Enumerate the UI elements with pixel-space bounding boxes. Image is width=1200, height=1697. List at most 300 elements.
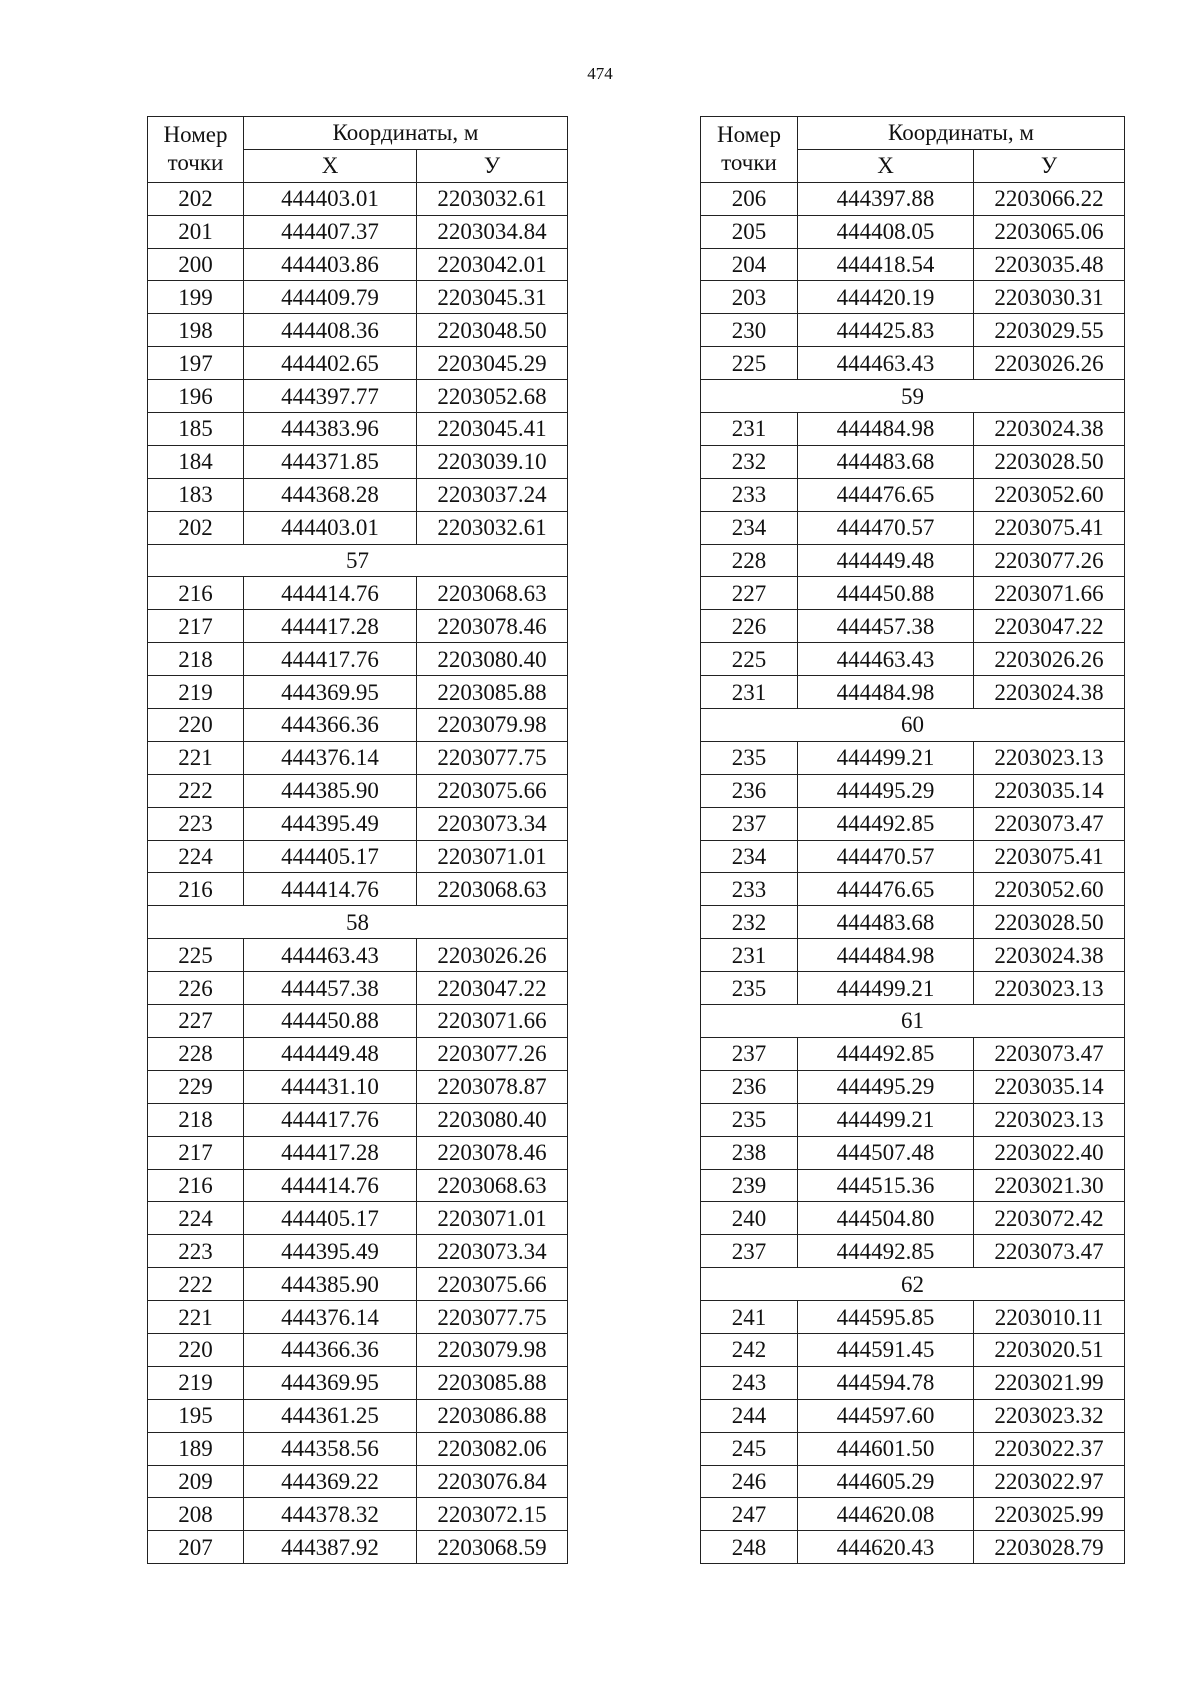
table-row <box>148 610 568 643</box>
x-coordinate-cell: 444417.76 <box>244 643 417 676</box>
table-row <box>148 1202 568 1235</box>
x-coordinate-cell: 444495.29 <box>798 1070 974 1103</box>
coordinates-header: Координаты, м <box>244 117 568 150</box>
table-row <box>701 610 1125 643</box>
y-coordinate-cell: 2203048.50 <box>417 314 568 347</box>
y-coordinate-cell: 2203071.66 <box>417 1005 568 1038</box>
table-row <box>148 1498 568 1531</box>
table-row <box>701 1399 1125 1432</box>
table-row <box>148 281 568 314</box>
table-row <box>148 182 568 215</box>
x-coordinate-cell: 444495.29 <box>798 774 974 807</box>
point-number-cell: 231 <box>701 939 798 972</box>
point-number-cell: 216 <box>148 1169 244 1202</box>
point-number-cell: 220 <box>148 709 244 742</box>
table-row <box>701 643 1125 676</box>
x-coordinate-cell: 444405.17 <box>244 840 417 873</box>
x-coordinate-cell: 444376.14 <box>244 1301 417 1334</box>
point-number-cell: 233 <box>701 873 798 906</box>
point-number-cell: 234 <box>701 840 798 873</box>
y-coordinate-cell: 2203071.01 <box>417 1202 568 1235</box>
point-number-cell: 199 <box>148 281 244 314</box>
x-coordinate-cell: 444492.85 <box>798 1037 974 1070</box>
point-number-cell: 228 <box>701 544 798 577</box>
table-header-row <box>148 117 568 150</box>
page-number: 474 <box>587 64 613 83</box>
x-coordinate-cell: 444595.85 <box>798 1301 974 1334</box>
x-coordinate-cell: 444483.68 <box>798 445 974 478</box>
y-coordinate-cell: 2203071.66 <box>974 577 1125 610</box>
y-coordinate-cell: 2203080.40 <box>417 643 568 676</box>
table-row <box>701 281 1125 314</box>
y-coordinate-cell: 2203029.55 <box>974 314 1125 347</box>
y-coordinate-cell: 2203028.50 <box>974 906 1125 939</box>
x-coordinate-cell: 444499.21 <box>798 741 974 774</box>
table-row <box>148 1037 568 1070</box>
table-row <box>701 1333 1125 1366</box>
y-coordinate-cell: 2203080.40 <box>417 1103 568 1136</box>
x-coordinate-cell: 444376.14 <box>244 741 417 774</box>
y-coordinate-cell: 2203073.47 <box>974 1235 1125 1268</box>
y-coordinate-cell: 2203026.26 <box>417 939 568 972</box>
point-number-cell: 235 <box>701 1103 798 1136</box>
y-coordinate-cell: 2203032.61 <box>417 511 568 544</box>
x-coordinate-cell: 444463.43 <box>798 347 974 380</box>
point-number-cell: 236 <box>701 1070 798 1103</box>
y-coordinate-cell: 2203052.60 <box>974 478 1125 511</box>
x-column-header: Х <box>244 149 417 182</box>
point-number-cell: 221 <box>148 741 244 774</box>
point-number-cell: 217 <box>148 610 244 643</box>
y-coordinate-cell: 2203039.10 <box>417 445 568 478</box>
table-row <box>701 1103 1125 1136</box>
x-coordinate-cell: 444417.28 <box>244 610 417 643</box>
table-row <box>701 1235 1125 1268</box>
point-number-header-line1: Номер <box>717 122 781 148</box>
table-row <box>701 741 1125 774</box>
point-number-cell: 216 <box>148 873 244 906</box>
y-coordinate-cell: 2203075.66 <box>417 1268 568 1301</box>
point-number-cell: 183 <box>148 478 244 511</box>
y-coordinate-cell: 2203077.26 <box>974 544 1125 577</box>
point-number-cell: 248 <box>701 1531 798 1564</box>
point-number-cell: 202 <box>148 511 244 544</box>
table-row <box>701 840 1125 873</box>
y-coordinate-cell: 2203010.11 <box>974 1301 1125 1334</box>
y-coordinate-cell: 2203075.41 <box>974 511 1125 544</box>
x-coordinate-cell: 444499.21 <box>798 972 974 1005</box>
point-number-header-line2: точки <box>167 150 224 176</box>
y-coordinate-cell: 2203086.88 <box>417 1399 568 1432</box>
table-row <box>701 511 1125 544</box>
table-row <box>701 215 1125 248</box>
x-coordinate-cell: 444605.29 <box>798 1465 974 1498</box>
point-number-cell: 229 <box>148 1070 244 1103</box>
x-coordinate-cell: 444405.17 <box>244 1202 417 1235</box>
table-row <box>148 445 568 478</box>
y-coordinate-cell: 2203022.40 <box>974 1136 1125 1169</box>
x-coordinate-cell: 444492.85 <box>798 807 974 840</box>
point-number-cell: 244 <box>701 1399 798 1432</box>
y-coordinate-cell: 2203034.84 <box>417 215 568 248</box>
x-coordinate-cell: 444449.48 <box>798 544 974 577</box>
point-number-cell: 227 <box>148 1005 244 1038</box>
table-row <box>701 1037 1125 1070</box>
point-number-cell: 198 <box>148 314 244 347</box>
y-coordinate-cell: 2203075.41 <box>974 840 1125 873</box>
x-coordinate-cell: 444417.76 <box>244 1103 417 1136</box>
x-coordinate-cell: 444414.76 <box>244 577 417 610</box>
table-row <box>701 1301 1125 1334</box>
point-number-cell: 222 <box>148 1268 244 1301</box>
point-number-cell: 241 <box>701 1301 798 1334</box>
table-row <box>148 478 568 511</box>
table-row <box>701 939 1125 972</box>
x-coordinate-cell: 444470.57 <box>798 840 974 873</box>
point-number-header-line2: точки <box>721 150 777 176</box>
x-coordinate-cell: 444499.21 <box>798 1103 974 1136</box>
y-coordinate-cell: 2203078.46 <box>417 1136 568 1169</box>
y-coordinate-cell: 2203032.61 <box>417 182 568 215</box>
table-row <box>701 807 1125 840</box>
y-coordinate-cell: 2203068.63 <box>417 577 568 610</box>
y-coordinate-cell: 2203026.26 <box>974 643 1125 676</box>
y-coordinate-cell: 2203022.97 <box>974 1465 1125 1498</box>
point-number-cell: 237 <box>701 1037 798 1070</box>
point-number-cell: 227 <box>701 577 798 610</box>
y-coordinate-cell: 2203035.48 <box>974 248 1125 281</box>
table-row <box>701 1136 1125 1169</box>
point-number-cell: 209 <box>148 1465 244 1498</box>
y-coordinate-cell: 2203068.63 <box>417 1169 568 1202</box>
x-coordinate-cell: 444484.98 <box>798 676 974 709</box>
table-row <box>701 1498 1125 1531</box>
x-coordinate-cell: 444450.88 <box>798 577 974 610</box>
x-column-header: Х <box>798 149 974 182</box>
section-number: 58 <box>148 906 568 939</box>
section-number: 62 <box>701 1268 1125 1301</box>
point-number-cell: 219 <box>148 1366 244 1399</box>
y-coordinate-cell: 2203082.06 <box>417 1432 568 1465</box>
point-number-cell: 232 <box>701 906 798 939</box>
section-number: 59 <box>701 380 1125 413</box>
y-coordinate-cell: 2203024.38 <box>974 939 1125 972</box>
point-number-cell: 242 <box>701 1333 798 1366</box>
y-coordinate-cell: 2203079.98 <box>417 1333 568 1366</box>
point-number-cell: 205 <box>701 215 798 248</box>
x-coordinate-cell: 444407.37 <box>244 215 417 248</box>
point-number-cell: 220 <box>148 1333 244 1366</box>
y-coordinate-cell: 2203030.31 <box>974 281 1125 314</box>
x-coordinate-cell: 444597.60 <box>798 1399 974 1432</box>
x-coordinate-cell: 444385.90 <box>244 1268 417 1301</box>
x-coordinate-cell: 444484.98 <box>798 413 974 446</box>
y-coordinate-cell: 2203045.29 <box>417 347 568 380</box>
x-coordinate-cell: 444463.43 <box>798 643 974 676</box>
y-coordinate-cell: 2203047.22 <box>417 972 568 1005</box>
point-number-cell: 233 <box>701 478 798 511</box>
x-coordinate-cell: 444414.76 <box>244 873 417 906</box>
point-number-cell: 218 <box>148 1103 244 1136</box>
point-number-cell: 236 <box>701 774 798 807</box>
point-number-cell: 217 <box>148 1136 244 1169</box>
point-number-header-line1: Номер <box>163 122 228 148</box>
y-coordinate-cell: 2203076.84 <box>417 1465 568 1498</box>
y-coordinate-cell: 2203071.01 <box>417 840 568 873</box>
point-number-cell: 235 <box>701 741 798 774</box>
x-coordinate-cell: 444385.90 <box>244 774 417 807</box>
point-number-cell: 225 <box>701 347 798 380</box>
y-coordinate-cell: 2203073.47 <box>974 1037 1125 1070</box>
point-number-header <box>148 117 244 183</box>
point-number-cell: 184 <box>148 445 244 478</box>
point-number-cell: 231 <box>701 413 798 446</box>
point-number-cell: 204 <box>701 248 798 281</box>
x-coordinate-cell: 444431.10 <box>244 1070 417 1103</box>
coordinates-header: Координаты, м <box>798 117 1125 150</box>
x-coordinate-cell: 444463.43 <box>244 939 417 972</box>
y-coordinate-cell: 2203068.59 <box>417 1531 568 1564</box>
y-coordinate-cell: 2203077.75 <box>417 1301 568 1334</box>
table-row <box>148 380 568 413</box>
table-row <box>148 709 568 742</box>
table-row <box>701 248 1125 281</box>
x-coordinate-cell: 444425.83 <box>798 314 974 347</box>
table-row <box>148 1301 568 1334</box>
table-row <box>148 1235 568 1268</box>
table-row <box>701 577 1125 610</box>
table-row <box>701 1366 1125 1399</box>
y-coordinate-cell: 2203045.41 <box>417 413 568 446</box>
table-row <box>701 774 1125 807</box>
point-number-cell: 228 <box>148 1037 244 1070</box>
x-coordinate-cell: 444601.50 <box>798 1432 974 1465</box>
y-coordinate-cell: 2203078.46 <box>417 610 568 643</box>
table-row <box>148 314 568 347</box>
point-number-cell: 189 <box>148 1432 244 1465</box>
point-number-cell: 225 <box>148 939 244 972</box>
point-number-cell: 200 <box>148 248 244 281</box>
section-row <box>148 906 568 939</box>
point-number-cell: 232 <box>701 445 798 478</box>
y-coordinate-cell: 2203085.88 <box>417 676 568 709</box>
point-number-cell: 230 <box>701 314 798 347</box>
table-body-left <box>148 182 568 1563</box>
x-coordinate-cell: 444369.95 <box>244 676 417 709</box>
x-coordinate-cell: 444492.85 <box>798 1235 974 1268</box>
table-row <box>701 906 1125 939</box>
point-number-cell: 207 <box>148 1531 244 1564</box>
point-number-cell: 240 <box>701 1202 798 1235</box>
table-row <box>148 676 568 709</box>
y-coordinate-cell: 2203072.15 <box>417 1498 568 1531</box>
coordinates-table-left <box>147 116 568 1564</box>
y-coordinate-cell: 2203022.37 <box>974 1432 1125 1465</box>
y-coordinate-cell: 2203075.66 <box>417 774 568 807</box>
y-coordinate-cell: 2203028.50 <box>974 445 1125 478</box>
x-coordinate-cell: 444515.36 <box>798 1169 974 1202</box>
x-coordinate-cell: 444397.88 <box>798 182 974 215</box>
y-coordinate-cell: 2203024.38 <box>974 676 1125 709</box>
x-coordinate-cell: 444403.01 <box>244 511 417 544</box>
table-row <box>148 939 568 972</box>
x-coordinate-cell: 444366.36 <box>244 1333 417 1366</box>
point-number-cell: 235 <box>701 972 798 1005</box>
table-row <box>148 1432 568 1465</box>
x-coordinate-cell: 444507.48 <box>798 1136 974 1169</box>
point-number-cell: 245 <box>701 1432 798 1465</box>
point-number-cell: 222 <box>148 774 244 807</box>
y-coordinate-cell: 2203037.24 <box>417 478 568 511</box>
point-number-cell: 196 <box>148 380 244 413</box>
point-number-cell: 202 <box>148 182 244 215</box>
table-row <box>701 1070 1125 1103</box>
table-row <box>701 676 1125 709</box>
point-number-cell: 226 <box>148 972 244 1005</box>
table-row <box>148 511 568 544</box>
point-number-cell: 218 <box>148 643 244 676</box>
x-coordinate-cell: 444620.43 <box>798 1531 974 1564</box>
y-coordinate-cell: 2203077.75 <box>417 741 568 774</box>
y-coordinate-cell: 2203073.34 <box>417 807 568 840</box>
table-row <box>148 774 568 807</box>
y-coordinate-cell: 2203073.47 <box>974 807 1125 840</box>
section-number: 57 <box>148 544 568 577</box>
table-row <box>148 873 568 906</box>
table-row <box>701 314 1125 347</box>
x-coordinate-cell: 444369.22 <box>244 1465 417 1498</box>
y-coordinate-cell: 2203023.13 <box>974 972 1125 1005</box>
y-coordinate-cell: 2203021.99 <box>974 1366 1125 1399</box>
table-row <box>148 1005 568 1038</box>
x-coordinate-cell: 444383.96 <box>244 413 417 446</box>
table-row <box>148 741 568 774</box>
point-number-cell: 224 <box>148 1202 244 1235</box>
x-coordinate-cell: 444470.57 <box>798 511 974 544</box>
point-number-cell: 247 <box>701 1498 798 1531</box>
x-coordinate-cell: 444591.45 <box>798 1333 974 1366</box>
y-coordinate-cell: 2203052.60 <box>974 873 1125 906</box>
y-column-header: У <box>974 149 1125 182</box>
table-row <box>148 248 568 281</box>
x-coordinate-cell: 444361.25 <box>244 1399 417 1432</box>
point-number-cell: 203 <box>701 281 798 314</box>
y-coordinate-cell: 2203066.22 <box>974 182 1125 215</box>
section-row <box>701 380 1125 413</box>
point-number-cell: 225 <box>701 643 798 676</box>
x-coordinate-cell: 444418.54 <box>798 248 974 281</box>
table-row <box>701 445 1125 478</box>
point-number-cell: 221 <box>148 1301 244 1334</box>
x-coordinate-cell: 444366.36 <box>244 709 417 742</box>
y-coordinate-cell: 2203042.01 <box>417 248 568 281</box>
table-row <box>148 1366 568 1399</box>
x-coordinate-cell: 444457.38 <box>244 972 417 1005</box>
section-number: 60 <box>701 709 1125 742</box>
table-row <box>148 840 568 873</box>
point-number-cell: 201 <box>148 215 244 248</box>
table-row <box>148 643 568 676</box>
point-number-cell: 197 <box>148 347 244 380</box>
y-coordinate-cell: 2203047.22 <box>974 610 1125 643</box>
table-body-right <box>701 182 1125 1563</box>
table-row <box>701 873 1125 906</box>
y-coordinate-cell: 2203021.30 <box>974 1169 1125 1202</box>
table-row <box>701 1169 1125 1202</box>
point-number-cell: 223 <box>148 807 244 840</box>
x-coordinate-cell: 444395.49 <box>244 807 417 840</box>
x-coordinate-cell: 444476.65 <box>798 873 974 906</box>
table-row <box>701 478 1125 511</box>
y-coordinate-cell: 2203028.79 <box>974 1531 1125 1564</box>
y-coordinate-cell: 2203068.63 <box>417 873 568 906</box>
x-coordinate-cell: 444483.68 <box>798 906 974 939</box>
table-row <box>148 1136 568 1169</box>
x-coordinate-cell: 444449.48 <box>244 1037 417 1070</box>
table-row <box>148 1103 568 1136</box>
y-coordinate-cell: 2203023.13 <box>974 741 1125 774</box>
table-row <box>148 1333 568 1366</box>
point-number-cell: 224 <box>148 840 244 873</box>
x-coordinate-cell: 444408.05 <box>798 215 974 248</box>
section-row <box>701 1268 1125 1301</box>
point-number-cell: 237 <box>701 1235 798 1268</box>
y-coordinate-cell: 2203079.98 <box>417 709 568 742</box>
table-row <box>148 1070 568 1103</box>
x-coordinate-cell: 444484.98 <box>798 939 974 972</box>
table-row <box>701 1531 1125 1564</box>
x-coordinate-cell: 444420.19 <box>798 281 974 314</box>
y-coordinate-cell: 2203023.32 <box>974 1399 1125 1432</box>
x-coordinate-cell: 444378.32 <box>244 1498 417 1531</box>
x-coordinate-cell: 444620.08 <box>798 1498 974 1531</box>
x-coordinate-cell: 444387.92 <box>244 1531 417 1564</box>
x-coordinate-cell: 444450.88 <box>244 1005 417 1038</box>
point-number-cell: 223 <box>148 1235 244 1268</box>
table-row <box>148 347 568 380</box>
section-row <box>701 709 1125 742</box>
table-row <box>148 807 568 840</box>
y-coordinate-cell: 2203073.34 <box>417 1235 568 1268</box>
point-number-cell: 226 <box>701 610 798 643</box>
y-coordinate-cell: 2203085.88 <box>417 1366 568 1399</box>
point-number-cell: 185 <box>148 413 244 446</box>
table-row <box>148 1465 568 1498</box>
table-row <box>701 544 1125 577</box>
x-coordinate-cell: 444358.56 <box>244 1432 417 1465</box>
section-number: 61 <box>701 1005 1125 1038</box>
point-number-cell: 216 <box>148 577 244 610</box>
section-row <box>148 544 568 577</box>
point-number-header <box>701 117 798 183</box>
x-coordinate-cell: 444403.86 <box>244 248 417 281</box>
table-row <box>148 1399 568 1432</box>
y-coordinate-cell: 2203052.68 <box>417 380 568 413</box>
x-coordinate-cell: 444409.79 <box>244 281 417 314</box>
x-coordinate-cell: 444403.01 <box>244 182 417 215</box>
point-number-cell: 239 <box>701 1169 798 1202</box>
table-row <box>701 1432 1125 1465</box>
table-row <box>701 182 1125 215</box>
table-row <box>148 972 568 1005</box>
point-number-cell: 195 <box>148 1399 244 1432</box>
point-number-cell: 231 <box>701 676 798 709</box>
x-coordinate-cell: 444417.28 <box>244 1136 417 1169</box>
table-header-row <box>701 117 1125 150</box>
section-row <box>701 1005 1125 1038</box>
x-coordinate-cell: 444371.85 <box>244 445 417 478</box>
table-row <box>701 1202 1125 1235</box>
